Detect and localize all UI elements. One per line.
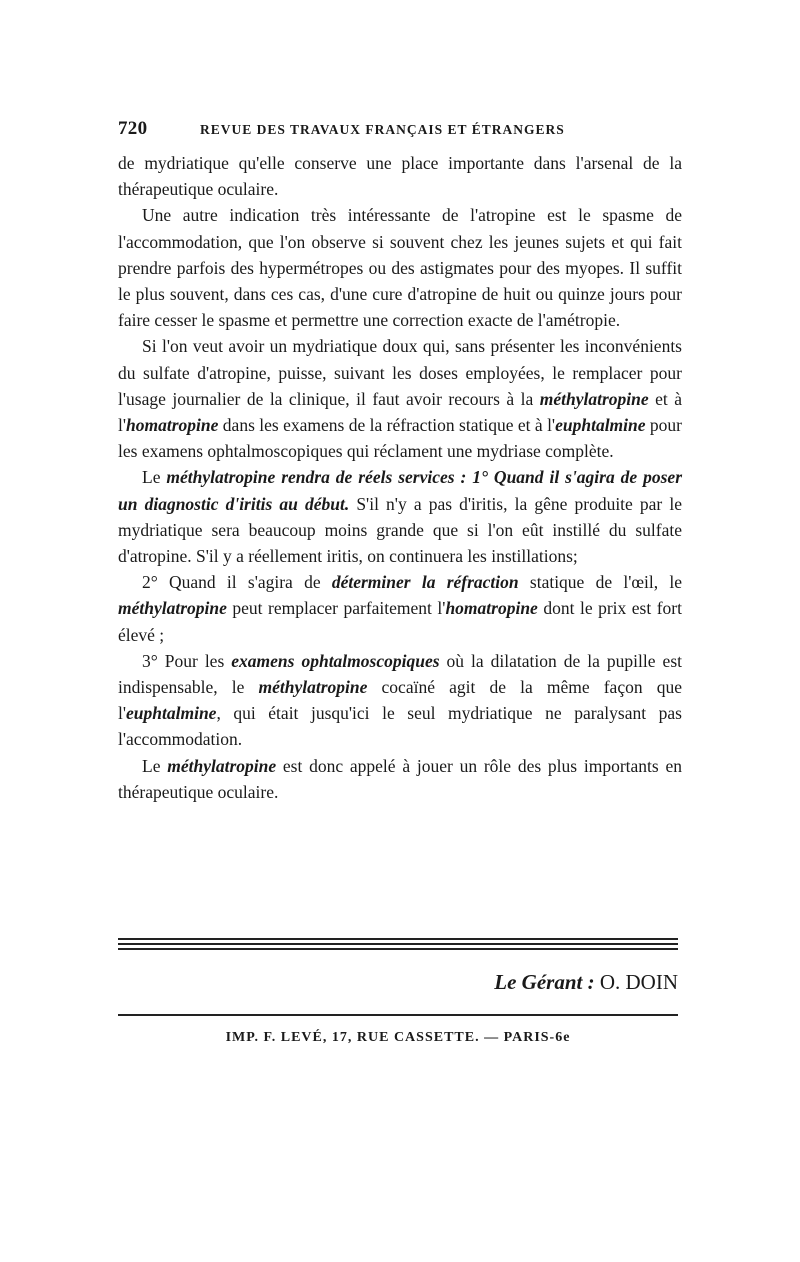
italic-term: méthylatropine rendra de réels services : 1° Quand il s'agira de poser un diagnostic d'iritis au début. [118,467,682,514]
text-run: et à l' [118,388,682,436]
closing-rules [118,938,678,950]
text-run: S'il n'y a pas d'iritis, la gêne produite par le mydriatique sera beaucoup moins grande que si l'on eût instillé du sulfate d'atropine. S'il y a réellement iritis, on continuera les instillations; [118,493,683,567]
text-run: Une autre indication très intéressante de l'atropine est le spasme de l'accommodation, que l'on observe si souvent chez les jeunes sujets et qui fait prendre parfois des hypermétropes ou des astigmates pour des myopes. Il suffit le plus souvent, dans ces cas, d'une cure d'atropine de huit ou quinze jours pour faire cesser le spasme et permettre une correction exacte de l'amétropie. [118,205,682,331]
page [118,118,682,805]
gerant-name: O. DOIN [599,970,678,994]
divider [118,938,678,940]
text-run: dont le prix est fort élevé ; [118,598,682,645]
text-run: Le [142,467,167,488]
page-number: 720 [118,118,148,139]
text-run: de mydriatique qu'elle conserve une place importante dans l'arsenal de la thérapeutique oculaire. [118,153,682,200]
italic-term: méthylatropine [167,755,277,776]
italic-term: méthylatropine [539,388,649,409]
text-run: 2° Quand il s'agira de [142,572,332,593]
paragraph [118,569,682,648]
paragraph [118,333,682,464]
text-run: , qui était jusqu'ici le seul mydriatique ne paralysant pas l'accommodation. [118,703,682,750]
italic-term: homatropine [445,598,538,619]
paragraph [118,464,682,569]
italic-term: déterminer la réfraction [331,572,519,593]
article-body [118,150,682,805]
italic-term: homatropine [126,415,219,436]
paragraph [118,648,682,753]
divider [118,1014,678,1016]
paragraph [118,202,682,333]
italic-term: méthylatropine [258,677,368,698]
italic-term: méthylatropine [118,598,227,619]
paragraph [118,150,682,202]
text-run: 3° Pour les [142,650,232,671]
printer-imprint: IMP. F. LEVÉ, 17, RUE CASSETTE. — PARIS-6e [225,1030,571,1045]
italic-term: euphtalmine [126,703,217,724]
text-run: Si l'on veut avoir un mydriatique doux qui, sans présenter les inconvénients du sulfate d'atropine, puisse, suivant les doses employées, le remplacer pour l'usage journalier de la clinique, il faut avoir recours à la [118,336,682,409]
running-title: REVUE DES TRAVAUX FRANÇAIS ET ÉTRANGERS [200,122,565,137]
text-run: peut remplacer parfaitement l' [226,598,446,619]
italic-term: euphtalmine [555,415,646,436]
text-run: dans les examens de la réfraction statique et à l' [218,415,556,436]
text-run: cocaïné agit de la même façon que l' [118,677,682,724]
text-run: pour les examens ophtalmoscopiques qui réclament une mydriase complète. [118,415,683,462]
text-run: où la dilatation de la pupille est indispensable, le [118,650,682,698]
divider [118,948,678,950]
text-run: statique de l'œil, le [518,572,682,593]
running-head [118,118,682,148]
italic-term: examens ophtalmoscopiques [231,650,440,671]
divider [118,943,678,945]
text-run: Le [142,755,168,776]
gerant-label: Le Gérant : [494,970,595,994]
text-run: est donc appelé à jouer un rôle des plus importants en thérapeutique oculaire. [118,755,682,802]
paragraph [118,753,682,805]
gerant-signature [494,970,678,995]
